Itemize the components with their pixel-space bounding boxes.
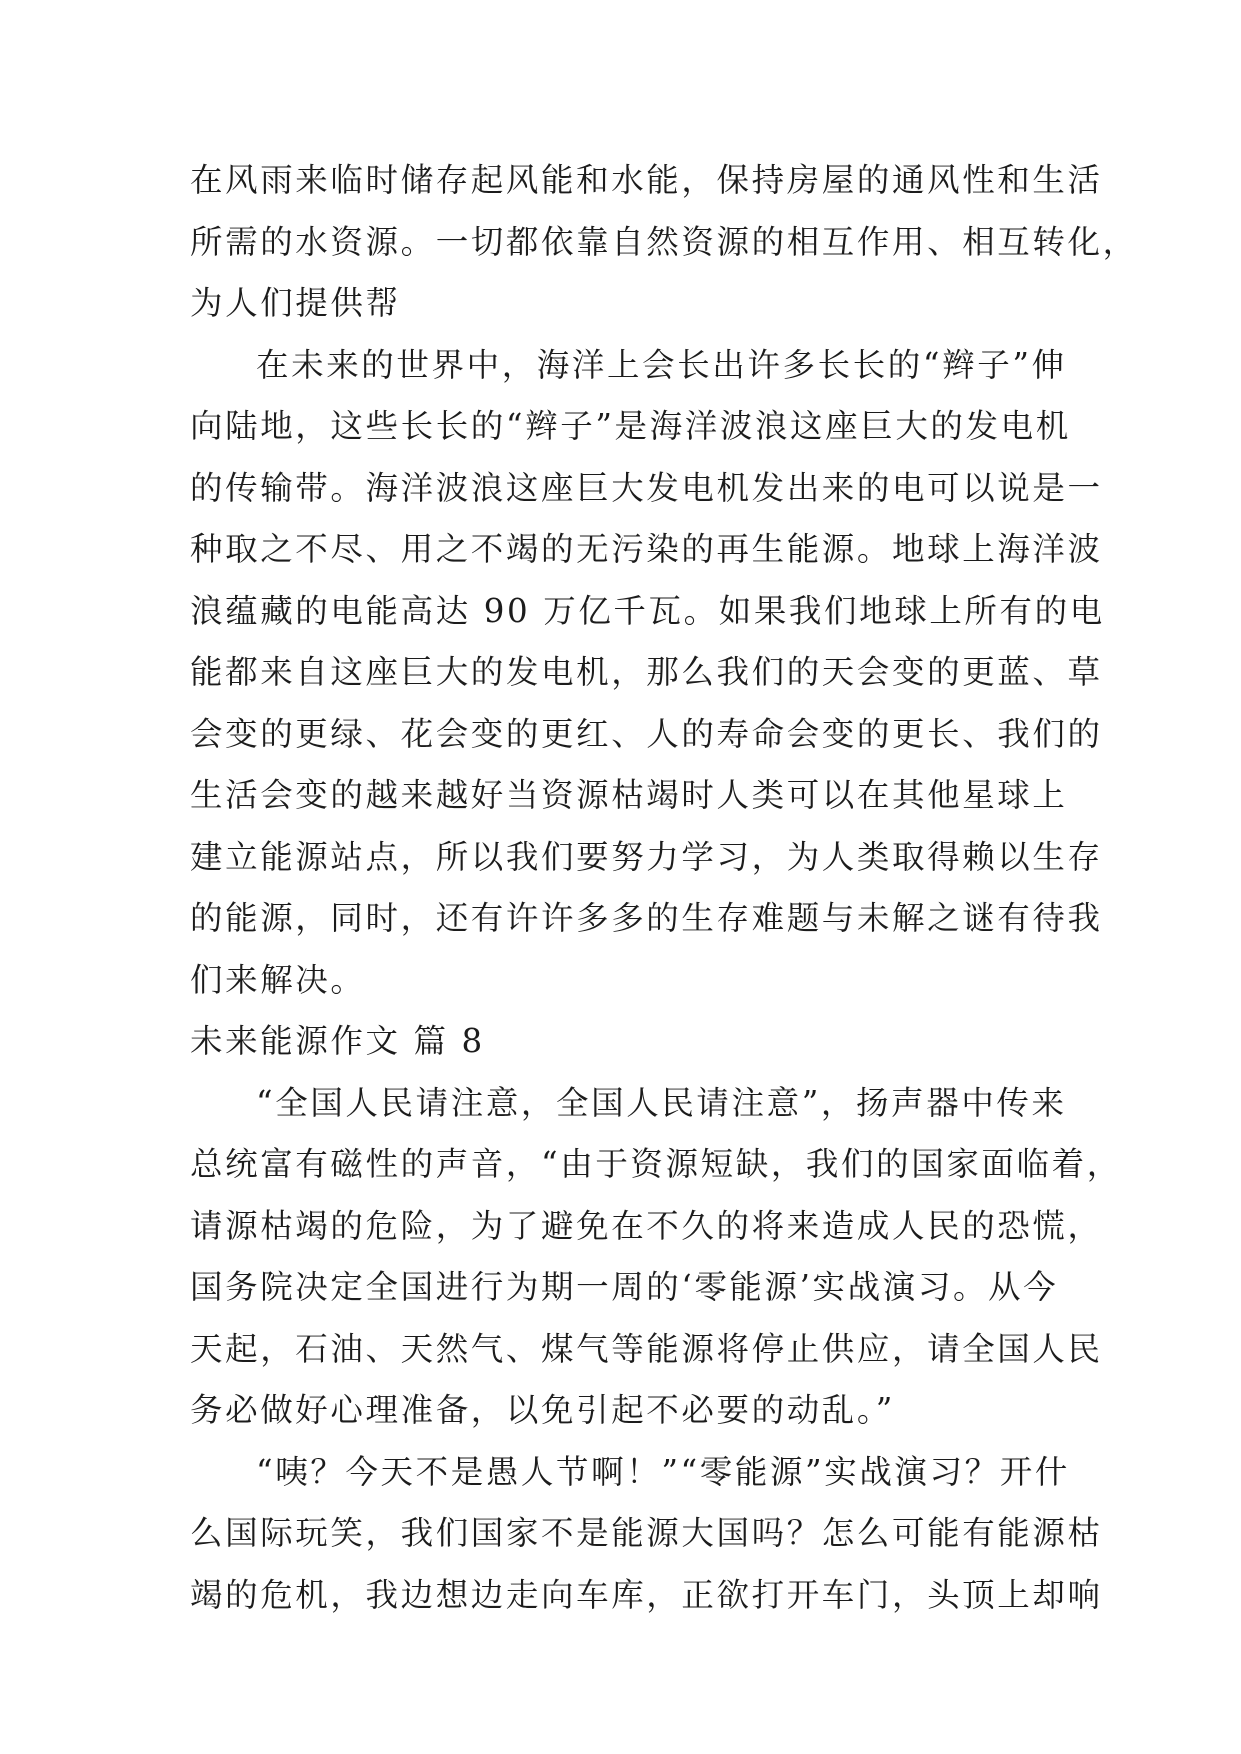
paragraph-line: 为人们提供帮 bbox=[190, 284, 401, 322]
paragraph-line: 浪蕴藏的电能高达 90 万亿千瓦。如果我们地球上所有的电 bbox=[190, 591, 1105, 630]
paragraph-line: 所需的水资源。一切都依靠自然资源的相互作用、相互转化， bbox=[190, 222, 1138, 261]
paragraph-line: 的能源，同时，还有许许多多的生存难题与未解之谜有待我 bbox=[190, 899, 1103, 937]
paragraph-line: 么国际玩笑，我们国家不是能源大国吗？怎么可能有能源枯 bbox=[190, 1514, 1103, 1552]
paragraph-line: 建立能源站点，所以我们要努力学习，为人类取得赖以生存 bbox=[190, 837, 1103, 876]
paragraph-line: 天起，石油、天然气、煤气等能源将停止供应，请全国人民 bbox=[190, 1329, 1103, 1368]
paragraph-line: 请源枯竭的危险，为了避免在不久的将来造成人民的恐慌， bbox=[190, 1206, 1103, 1245]
paragraph-line: 的传输带。海洋波浪这座巨大发电机发出来的电可以说是一 bbox=[190, 468, 1103, 507]
paragraph-line: 生活会变的越来越好当资源枯竭时人类可以在其他星球上 bbox=[190, 776, 1068, 814]
document-body bbox=[190, 150, 1138, 1626]
paragraph-line: 竭的危机，我边想边走向车库，正欲打开车门，头顶上却响 bbox=[190, 1575, 1103, 1614]
paragraph-line: 能都来自这座巨大的发电机，那么我们的天会变的更蓝、草 bbox=[190, 653, 1103, 691]
paragraph-line: 种取之不尽、用之不竭的无污染的再生能源。地球上海洋波 bbox=[190, 530, 1103, 568]
paragraph-line: 会变的更绿、花会变的更红、人的寿命会变的更长、我们的 bbox=[190, 714, 1103, 753]
paragraph-line: 在未来的世界中，海洋上会长出许多长长的“辫子”伸 bbox=[256, 345, 1067, 384]
paragraph-line: 向陆地，这些长长的“辫子”是海洋波浪这座巨大的发电机 bbox=[190, 407, 1071, 445]
paragraph-line: “咦？今天不是愚人节啊！”“零能源”实战演习？开什 bbox=[256, 1452, 1070, 1491]
paragraph-line: 务必做好心理准备，以免引起不必要的动乱。” bbox=[190, 1391, 895, 1429]
paragraph-line: 在风雨来临时储存起风能和水能，保持房屋的通风性和生活 bbox=[190, 161, 1103, 199]
paragraph-line: 们来解决。 bbox=[190, 960, 366, 999]
paragraph-line: 国务院决定全国进行为期一周的‘零能源’实战演习。从今 bbox=[190, 1268, 1059, 1306]
paragraph-line: 总统富有磁性的声音，“由于资源短缺，我们的国家面临着， bbox=[190, 1145, 1122, 1183]
paragraph-line: “全国人民请注意，全国人民请注意”，扬声器中传来 bbox=[256, 1083, 1067, 1122]
section-heading: 未来能源作文 篇 8 bbox=[190, 1022, 485, 1060]
